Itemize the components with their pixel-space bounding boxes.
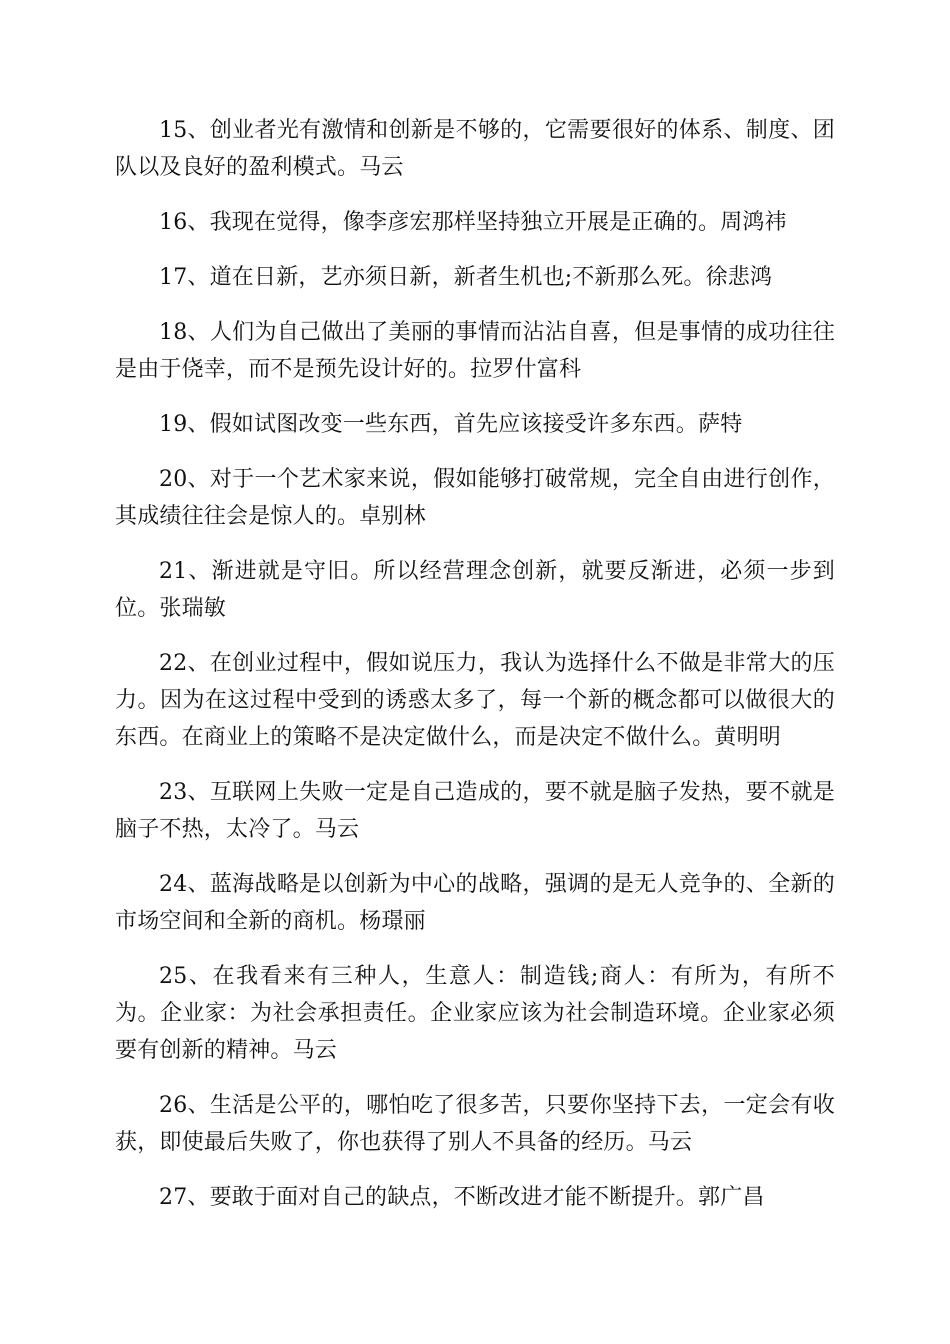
- quote-paragraph-20: 20、对于一个艺术家来说，假如能够打破常规，完全自由进行创作，其成绩往往会是惊人的。卓别林: [115, 467, 835, 529]
- quote-paragraph-24: 24、蓝海战略是以创新为中心的战略，强调的是无人竞争的、全新的市场空间和全新的商机。杨璟丽: [115, 872, 835, 934]
- document-page: [115, 112, 835, 1234]
- quote-paragraph-25: 25、在我看来有三种人，生意人：制造钱;商人：有所为，有所不为。企业家：为社会承担责任。企业家应该为社会制造环境。企业家必须要有创新的精神。马云: [115, 964, 835, 1063]
- quote-paragraph-15: 15、创业者光有激情和创新是不够的，它需要很好的体系、制度、团队以及良好的盈利模式。马云: [115, 118, 835, 180]
- quote-paragraph-26: 26、生活是公平的，哪怕吃了很多苦，只要你坚持下去，一定会有收获，即使最后失败了，你也获得了别人不具备的经历。马云: [115, 1093, 835, 1155]
- quote-paragraph-21: 21、渐进就是守旧。所以经营理念创新，就要反渐进，必须一步到位。张瑞敏: [115, 559, 835, 621]
- quote-paragraph-19: 19、假如试图改变一些东西，首先应该接受许多东西。萨特: [159, 412, 743, 437]
- quote-paragraph-23: 23、互联网上失败一定是自己造成的，要不就是脑子发热，要不就是脑子不热，太冷了。马云: [115, 780, 835, 842]
- quote-paragraph-16: 16、我现在觉得，像李彦宏那样坚持独立开展是正确的。周鸿祎: [159, 210, 787, 235]
- quote-paragraph-22: 22、在创业过程中，假如说压力，我认为选择什么不做是非常大的压力。因为在这过程中受到的诱惑太多了，每一个新的概念都可以做很大的东西。在商业上的策略不是决定做什么，而是决定不做什么。黄明明: [115, 651, 835, 750]
- quote-paragraph-27: 27、要敢于面对自己的缺点，不断改进才能不断提升。郭广昌: [159, 1185, 765, 1210]
- quote-paragraph-18: 18、人们为自己做出了美丽的事情而沾沾自喜，但是事情的成功往往是由于侥幸，而不是预先设计好的。拉罗什富科: [115, 320, 835, 382]
- quote-paragraph-17: 17、道在日新，艺亦须日新，新者生机也;不新那么死。徐悲鸿: [159, 265, 773, 290]
